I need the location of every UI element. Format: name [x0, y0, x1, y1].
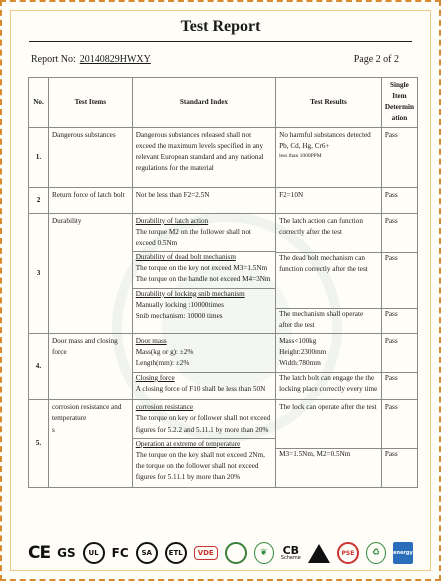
row-standard	[132, 333, 275, 399]
subsection-body: Mass(kg or g): ±2%	[135, 348, 194, 357]
standard-subsection	[133, 373, 275, 397]
subsection-title: Door mass	[135, 336, 167, 345]
row-standard: Dangerous substances released shall not exceed the maximum levels specified in any relevant European standard and any national regulations for the material	[132, 127, 275, 187]
result-subsection: The latch bolt can engage the the locking place correctly every time	[279, 373, 378, 394]
row-result	[276, 127, 382, 187]
report-number	[31, 54, 151, 65]
subsection-body: A closing force of F10 shall be less than 50N	[135, 385, 266, 394]
row-item: Door mass and closing force	[48, 333, 132, 399]
result-line: Width:780mm	[279, 359, 321, 368]
table-header-row	[29, 78, 418, 128]
subsection-body: The torque on the key not exceed M3=1.5Nm	[135, 264, 268, 273]
row-item: Durability	[48, 213, 132, 333]
row-determination	[381, 400, 417, 488]
cb-scheme-logo	[280, 543, 301, 561]
pse-logo: PSE	[337, 542, 359, 564]
test-table	[28, 77, 418, 488]
report-no-label: Report No:	[31, 54, 76, 65]
row-result	[276, 333, 382, 399]
fc-logo: FC	[111, 546, 129, 560]
warning-triangle-icon	[308, 544, 330, 563]
standard-subsection	[133, 216, 275, 252]
header-no: No.	[29, 78, 49, 128]
header-det-line: Item	[392, 92, 407, 101]
item-line: s	[51, 425, 55, 434]
row-no: 3	[29, 213, 49, 333]
subsection-title: Durability of latch action	[135, 216, 209, 225]
standard-subsection	[133, 289, 275, 324]
subsection-title: corrosion resistance	[135, 403, 194, 412]
row-determination: Pass	[381, 187, 417, 213]
result-subsection: The dead bolt mechanism can function correctly after the test	[276, 253, 381, 309]
cb-subtext: Scheme	[280, 554, 301, 561]
csa-logo: SA	[136, 542, 158, 564]
table-row	[29, 187, 418, 213]
subsection-title: Closing force	[135, 373, 175, 382]
page-number: Page 2 of 2	[353, 54, 399, 65]
result-subsection: The mechanism shall operate after the test	[279, 309, 364, 329]
determination-sub: Pass	[384, 450, 398, 459]
leaf-icon: ❦	[254, 542, 274, 564]
row-result	[276, 400, 382, 488]
subsection-body: The torque M2 on the follower shall not exceed 0.5Nm	[135, 227, 251, 247]
result-line: Mass<100kg	[279, 336, 317, 345]
ul-logo: UL	[83, 542, 105, 564]
page-title: Test Report	[180, 18, 261, 35]
header-det-line: Determin	[384, 103, 414, 112]
row-no: 4.	[29, 333, 49, 399]
determination-sub: Pass	[384, 309, 398, 318]
energy-star-logo: energy	[393, 542, 413, 564]
header-results: Test Results	[276, 78, 382, 128]
subsection-title: Durability of dead bolt mechanism	[135, 253, 236, 262]
row-item: Return force of latch bolt	[48, 187, 132, 213]
result-line: Pb, Cd, Hg, Cr6+	[279, 141, 330, 150]
result-subsection: The latch action can function correctly after the test	[276, 216, 381, 253]
standard-subsection	[133, 336, 275, 373]
row-standard	[132, 213, 275, 333]
row-item	[48, 400, 132, 488]
subsection-body: Length(mm): ±2%	[135, 359, 190, 368]
subsection-title: Operation at extreme of temperature	[135, 439, 241, 448]
row-standard: Not be less than F2=2.5N	[132, 187, 275, 213]
result-subsection: M3=1.5Nm, M2=0.5Nm	[279, 450, 351, 459]
subsection-body: The torque on the handle not exceed M4=3Nm	[135, 275, 271, 284]
subsection-title: Durability of locking snib mechanism	[135, 289, 245, 298]
ce-logo: CE	[28, 543, 51, 563]
determination-sub: Pass	[382, 216, 417, 253]
determination-sub: Pass	[384, 373, 398, 382]
table-row	[29, 127, 418, 187]
row-result: F2=10N	[276, 187, 382, 213]
row-result	[276, 213, 382, 333]
table-row	[29, 213, 418, 333]
result-subsection	[276, 336, 381, 373]
vde-logo: VDE	[194, 546, 218, 560]
header-determination	[381, 78, 417, 128]
determination-sub: Pass	[382, 402, 417, 449]
row-no: 2	[29, 187, 49, 213]
row-determination: Pass	[381, 127, 417, 187]
item-line: corrosion resistance and temperature	[51, 403, 122, 423]
row-no: 5.	[29, 400, 49, 488]
subsection-body: The torque on key or follower shall not exceed figures for 5.2.2 and 5.11.1 by more than 20%	[135, 414, 271, 434]
standard-subsection	[133, 439, 275, 486]
header-items: Test Items	[48, 78, 132, 128]
row-determination	[381, 333, 417, 399]
report-no-value: 20140829HWXY	[79, 54, 151, 65]
result-line: less than 1000PPM	[279, 152, 322, 159]
determination-sub: Pass	[382, 253, 417, 309]
table-row	[29, 400, 418, 488]
recycle-icon: ♻	[366, 542, 386, 564]
result-subsection: The lock can operate after the test	[276, 402, 381, 449]
gs-logo: GS	[57, 546, 76, 560]
header-standard: Standard Index	[132, 78, 275, 128]
etl-logo: ETL	[165, 542, 187, 564]
cb-text: CB	[282, 543, 300, 557]
header-det-line: ation	[391, 114, 408, 123]
result-line: Height:2300mm	[279, 348, 327, 357]
row-determination	[381, 213, 417, 333]
result-line: No harmful substances detected	[279, 130, 371, 139]
row-standard	[132, 400, 275, 488]
header-det-line: Single	[390, 81, 409, 89]
standard-subsection	[133, 252, 275, 288]
subsection-body: The torque on the key shall not exceed 2Nm, the torque on the follower shall not exceed figures for 5.11.1 by more than 20%	[135, 450, 265, 482]
certification-logos	[28, 540, 413, 566]
row-no: 1.	[29, 127, 49, 187]
rohs-seal-icon	[225, 542, 247, 564]
subsection-body: Snib mechanism: 10000 times	[135, 311, 223, 320]
title-rule	[29, 41, 412, 42]
row-item: Dangerous substances	[48, 127, 132, 187]
determination-sub: Pass	[382, 336, 417, 373]
table-row	[29, 333, 418, 399]
standard-subsection	[133, 402, 275, 438]
subsection-body: Manually locking :10000times	[135, 300, 224, 309]
